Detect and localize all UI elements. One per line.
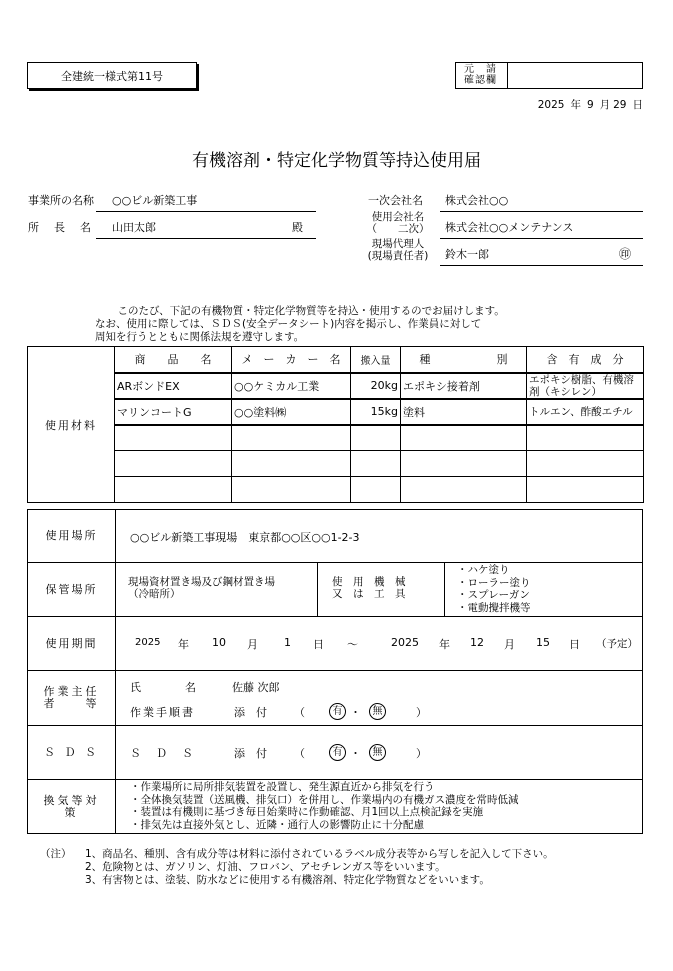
- sds-row: [27, 726, 643, 780]
- separator-dot: ・: [350, 747, 361, 760]
- user-company-label: [362, 211, 434, 235]
- storage-place-line1: 現場資材置き場及び鋼材置き場: [128, 576, 275, 588]
- open-paren: （: [294, 747, 305, 760]
- cell-amount[interactable]: [351, 451, 401, 477]
- table-row: [28, 477, 644, 503]
- cell-product[interactable]: ARボンドEX: [115, 373, 232, 399]
- primary-underline: [440, 211, 643, 212]
- cell-content[interactable]: エポキシ樹脂、有機溶剤（キシレン）: [527, 373, 644, 399]
- start-month-unit: 月: [247, 638, 258, 651]
- cell-type[interactable]: [401, 477, 527, 503]
- col-header-amount: 搬入量: [351, 347, 401, 373]
- use-period-row: [27, 617, 643, 671]
- end-year[interactable]: 2025: [391, 636, 419, 649]
- confirm-field[interactable]: [508, 63, 642, 88]
- end-day[interactable]: 15: [536, 636, 550, 649]
- ventilation-item: ・装置は有機則に基づき毎日始業時に作動確認、月1回以上点検記録を実施: [130, 806, 484, 818]
- close-paren: ）: [416, 706, 427, 719]
- separator-dot: ・: [350, 706, 361, 719]
- start-day-unit: 日: [313, 638, 324, 651]
- primary-company-value[interactable]: 株式会社○○: [445, 194, 509, 207]
- cell-type[interactable]: [401, 425, 527, 451]
- cell-maker[interactable]: [232, 425, 351, 451]
- cell-type[interactable]: [401, 451, 527, 477]
- cell-maker[interactable]: ○○塗料㈱: [232, 399, 351, 425]
- equipment-item: ・スプレーガン: [457, 589, 530, 601]
- period-note: （予定）: [596, 638, 638, 650]
- confirm-label-line1: 元 請: [464, 64, 497, 75]
- cell-amount[interactable]: 20kg: [351, 373, 401, 399]
- ventilation-item: ・排気先は直接外気とし、近隣・通行人の影響防止に十分配慮: [130, 818, 424, 831]
- storage-place[interactable]: [116, 563, 318, 616]
- use-period-cell: [116, 617, 642, 670]
- office-name-label: 事業所の名称: [28, 194, 94, 207]
- equipment-list[interactable]: [445, 563, 642, 616]
- ventilation-label: [28, 780, 116, 833]
- use-location-cell: [116, 510, 642, 562]
- date-year-unit: 年: [570, 99, 581, 111]
- sds-no-option[interactable]: 無: [369, 744, 386, 761]
- cell-maker[interactable]: [232, 451, 351, 477]
- director-honorific: 殿: [292, 221, 303, 234]
- storage-cell: [116, 563, 642, 616]
- notice-line-3: 周知を行うとともに関係法規を遵守します。: [95, 331, 305, 343]
- notice-text: [95, 305, 505, 344]
- cell-content[interactable]: [527, 477, 644, 503]
- user-company-underline: [440, 238, 643, 239]
- table-row: [28, 451, 644, 477]
- supervisor-cell: [116, 671, 642, 725]
- storage-row: [27, 563, 643, 617]
- footnote-item: 3、有害物とは、塗装、防水などに使用する有機溶剤、特定化学物質などをいいます。: [85, 874, 490, 886]
- cell-product[interactable]: マリンコートG: [115, 399, 232, 425]
- procedure-attach-label: 添 付: [234, 706, 267, 719]
- user-company-label-2: （ 二次）: [366, 223, 430, 235]
- start-year[interactable]: 2025: [135, 637, 161, 648]
- date-month-unit: 月: [599, 99, 611, 111]
- col-header-type: 種 別: [401, 347, 527, 373]
- user-company-value[interactable]: 株式会社○○メンテナンス: [445, 221, 574, 234]
- submission-date: [532, 97, 643, 112]
- sds-label: Ｓ Ｄ Ｓ: [28, 726, 116, 779]
- storage-label: 保管場所: [28, 563, 116, 616]
- date-day[interactable]: 29: [613, 99, 627, 111]
- supervisor-label: [28, 671, 116, 725]
- cell-content[interactable]: [527, 451, 644, 477]
- footnote-item: 2、危険物とは、ガソリン、灯油、フロバン、アセチレンガス等をいいます。: [85, 861, 446, 873]
- materials-section-label: 使用材料: [28, 347, 115, 503]
- primary-company-label: 一次会社名: [368, 194, 423, 207]
- equipment-label: [318, 563, 445, 616]
- site-agent-value[interactable]: 鈴木一郎: [445, 248, 489, 261]
- cell-maker[interactable]: ○○ケミカル工業: [232, 373, 351, 399]
- site-agent-label: [362, 238, 434, 262]
- end-day-unit: 日: [569, 638, 580, 651]
- form-id-box: [27, 62, 197, 89]
- director-underline: [96, 238, 316, 239]
- notice-line-2: なお、使用に際しては、ＳＤＳ(安全データシート)内容を掲示し、作業員に対して: [95, 318, 482, 330]
- cell-product[interactable]: [115, 477, 232, 503]
- sds-attach-label: 添 付: [234, 747, 267, 760]
- cell-content[interactable]: トルエン、酢酸エチル: [527, 399, 644, 425]
- use-period-label: 使用期間: [28, 617, 116, 670]
- use-location-label: 使用場所: [28, 510, 116, 562]
- footnote-item: 1、商品名、種別、含有成分等は材料に添付されているラベル成分表等から写しを記入して下さい。: [85, 848, 554, 860]
- table-row: [28, 373, 644, 399]
- cell-maker[interactable]: [232, 477, 351, 503]
- cell-type[interactable]: エポキシ接着剤: [401, 373, 527, 399]
- form-id: 全建統一様式第11号: [61, 69, 163, 83]
- supervisor-row: [27, 671, 643, 726]
- contractor-confirm-box: [455, 62, 643, 89]
- director-value[interactable]: 山田太郎: [112, 221, 156, 234]
- cell-amount[interactable]: [351, 477, 401, 503]
- col-header-content: 含 有 成 分: [527, 347, 644, 373]
- procedure-label: 作業手順書: [130, 706, 195, 719]
- cell-product[interactable]: [115, 451, 232, 477]
- start-month[interactable]: 10: [212, 636, 226, 649]
- use-location-row: [27, 509, 643, 563]
- start-year-unit: 年: [178, 638, 189, 651]
- seal-icon: ㊞: [619, 247, 632, 261]
- site-agent-label-2: (現場責任者): [367, 250, 429, 262]
- col-header-product: 商 品 名: [115, 347, 232, 373]
- cell-type[interactable]: 塗料: [401, 399, 527, 425]
- sds-yes-option[interactable]: 有: [329, 744, 346, 761]
- ventilation-measures[interactable]: [116, 780, 642, 833]
- procedure-yes-option[interactable]: 有: [329, 703, 346, 720]
- equipment-label-1: 使 用 機 械: [332, 576, 406, 588]
- supervisor-label-2: 者 等: [43, 697, 100, 710]
- table-row: [28, 425, 644, 451]
- open-paren: （: [294, 706, 305, 719]
- end-year-unit: 年: [439, 638, 450, 651]
- site-agent-underline: [440, 265, 643, 266]
- ventilation-row: [27, 780, 643, 834]
- cell-amount[interactable]: 15kg: [351, 399, 401, 425]
- ventilation-item: ・作業場所に局所排気装置を設置し、発生源直近から排気を行う: [130, 781, 435, 793]
- equipment-label-2: 又 は 工 具: [332, 588, 406, 600]
- date-day-unit: 日: [632, 99, 643, 111]
- procedure-no-option[interactable]: 無: [369, 703, 386, 720]
- user-company-label-1: 使用会社名: [371, 211, 425, 223]
- materials-table: [27, 346, 644, 503]
- close-paren: ）: [416, 747, 427, 760]
- ventilation-label-1: 換気等対: [43, 793, 100, 807]
- start-day[interactable]: 1: [284, 636, 291, 649]
- cell-content[interactable]: [527, 425, 644, 451]
- use-location-value[interactable]: ○○ビル新築工事現場 東京都○○区○○1-2-3: [130, 531, 360, 544]
- office-name-value[interactable]: ○○ビル新築工事: [112, 194, 198, 207]
- sds-cell: [116, 726, 642, 779]
- equipment-item: ・ローラー塗り: [457, 576, 531, 589]
- equipment-item: ・ハケ塗り: [457, 564, 510, 576]
- supervisor-label-1: 作業主任: [43, 685, 100, 698]
- page-title: 有機溶剤・特定化学物質等持込使用届: [192, 151, 481, 171]
- cell-product[interactable]: [115, 425, 232, 451]
- equipment-item: ・電動攪拌機等: [457, 601, 531, 614]
- ventilation-item: ・全体換気装置（送風機、排気口）を併用し、作業場内の有機ガス濃度を常時低減: [130, 793, 519, 806]
- ventilation-label-2: 策: [64, 805, 79, 819]
- footnote-prefix: （注）: [40, 848, 72, 860]
- end-month[interactable]: 12: [470, 636, 484, 649]
- confirm-label: [456, 63, 508, 88]
- storage-place-line2: （冷暗所）: [128, 588, 181, 600]
- supervisor-name-value[interactable]: 佐藤 次郎: [232, 681, 280, 694]
- col-header-maker: メ ー カ ー 名: [232, 347, 351, 373]
- table-row: [28, 399, 644, 425]
- footnotes: [40, 848, 554, 887]
- period-tilde: ～: [347, 638, 358, 651]
- date-year[interactable]: 2025: [537, 99, 565, 111]
- notice-line-1: このたび、下記の有機物質・特定化学物質等を持込・使用するのでお届けします。: [107, 305, 505, 317]
- end-month-unit: 月: [504, 638, 515, 651]
- confirm-label-line2: 確認欄: [464, 75, 497, 86]
- supervisor-name-label: 氏 名: [130, 681, 196, 694]
- date-month[interactable]: 9: [586, 99, 594, 111]
- cell-amount[interactable]: [351, 425, 401, 451]
- site-agent-label-1: 現場代理人: [371, 238, 425, 250]
- office-underline: [96, 211, 316, 212]
- director-label: 所 長 名: [28, 221, 93, 234]
- sds-row-label: Ｓ Ｄ Ｓ: [130, 747, 195, 760]
